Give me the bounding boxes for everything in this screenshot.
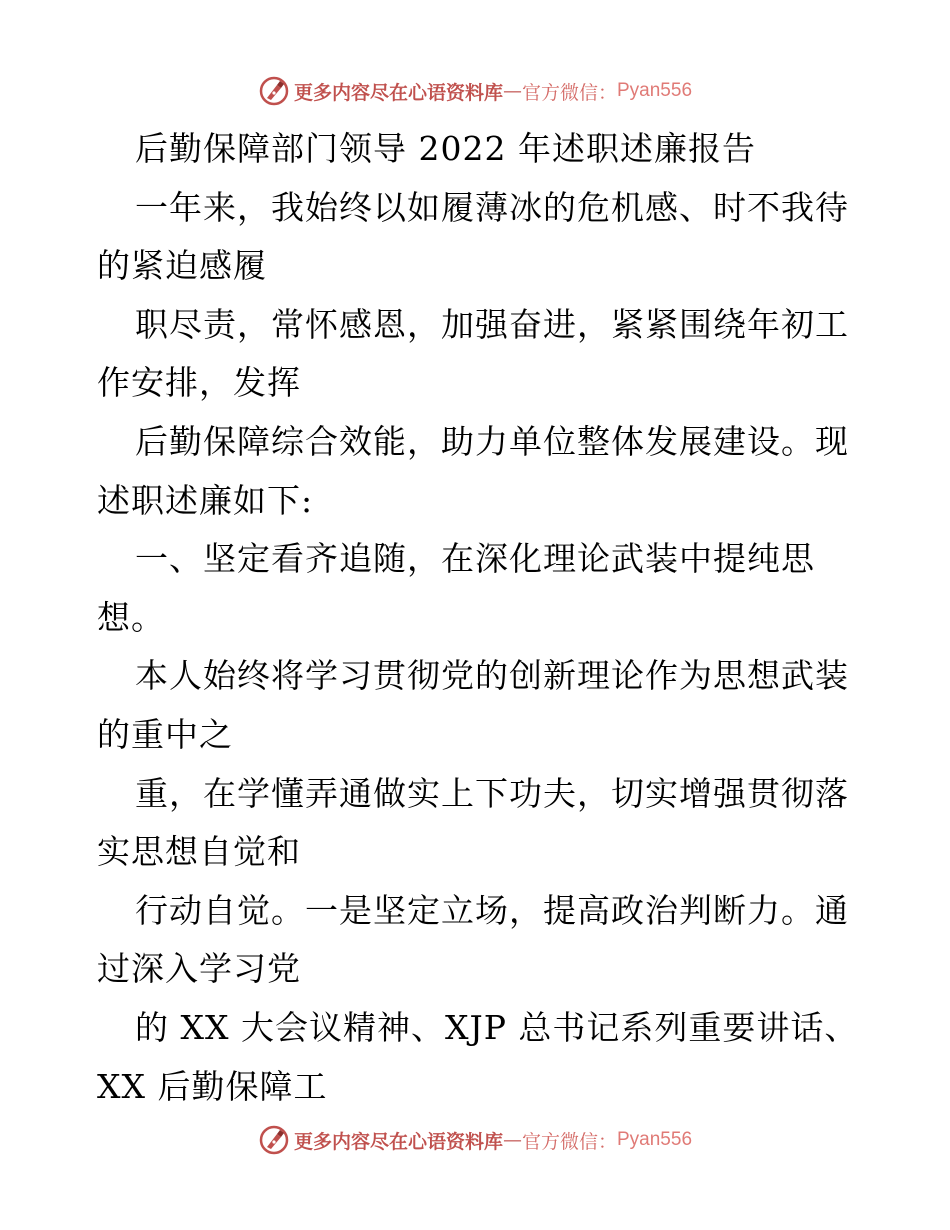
pen-nib-logo-icon [258, 75, 290, 107]
watermark-wechat-label: 官方微信： [521, 81, 617, 104]
document-line: 一年来，我始终以如履薄冰的危机感、时不我待 [135, 187, 849, 227]
document-line: 作安排，发挥 [97, 363, 301, 403]
pen-nib-logo-icon [258, 1124, 290, 1156]
header-watermark [0, 71, 950, 111]
document-line: 的 XX 大会议精神、XJP 总书记系列重要讲话、 [135, 1007, 859, 1047]
document-line: XX 后勤保障工 [97, 1066, 328, 1106]
document-line: 职尽责，常怀感恩，加强奋进，紧紧围绕年初工 [135, 304, 849, 344]
watermark-dash: — [502, 1129, 522, 1151]
document-line: 本人始终将学习贯彻党的创新理论作为思想武装 [135, 656, 849, 696]
footer-watermark [0, 1120, 950, 1160]
watermark-main-text: 更多内容尽在心语资料库 [293, 81, 503, 104]
document-line: 一、坚定看齐追随，在深化理论武装中提纯思 [135, 539, 815, 579]
document-line: 后勤保障部门领导 2022 年述职述廉报告 [135, 129, 756, 168]
document-line: 行动自觉。一是坚定立场，提高政治判断力。通 [135, 890, 849, 930]
watermark-main-text: 更多内容尽在心语资料库 [293, 1130, 503, 1153]
document-line: 实思想自觉和 [97, 832, 301, 872]
document-line: 后勤保障综合效能，助力单位整体发展建设。现 [135, 421, 849, 461]
watermark-wechat-label: 官方微信： [521, 1130, 617, 1153]
document-line: 的重中之 [97, 714, 233, 754]
document-line: 重，在学懂弄通做实上下功夫，切实增强贯彻落 [135, 773, 849, 813]
document-line: 想。 [97, 597, 165, 637]
document-line: 的紧迫感履 [97, 246, 267, 286]
watermark-wechat-id: Pyan556 [617, 1129, 693, 1150]
watermark-dash: — [502, 80, 522, 102]
document-line: 过深入学习党 [97, 949, 301, 989]
document-body [97, 120, 859, 1116]
document-line: 述职述廉如下: [97, 480, 314, 520]
watermark-wechat-id: Pyan556 [617, 80, 693, 101]
